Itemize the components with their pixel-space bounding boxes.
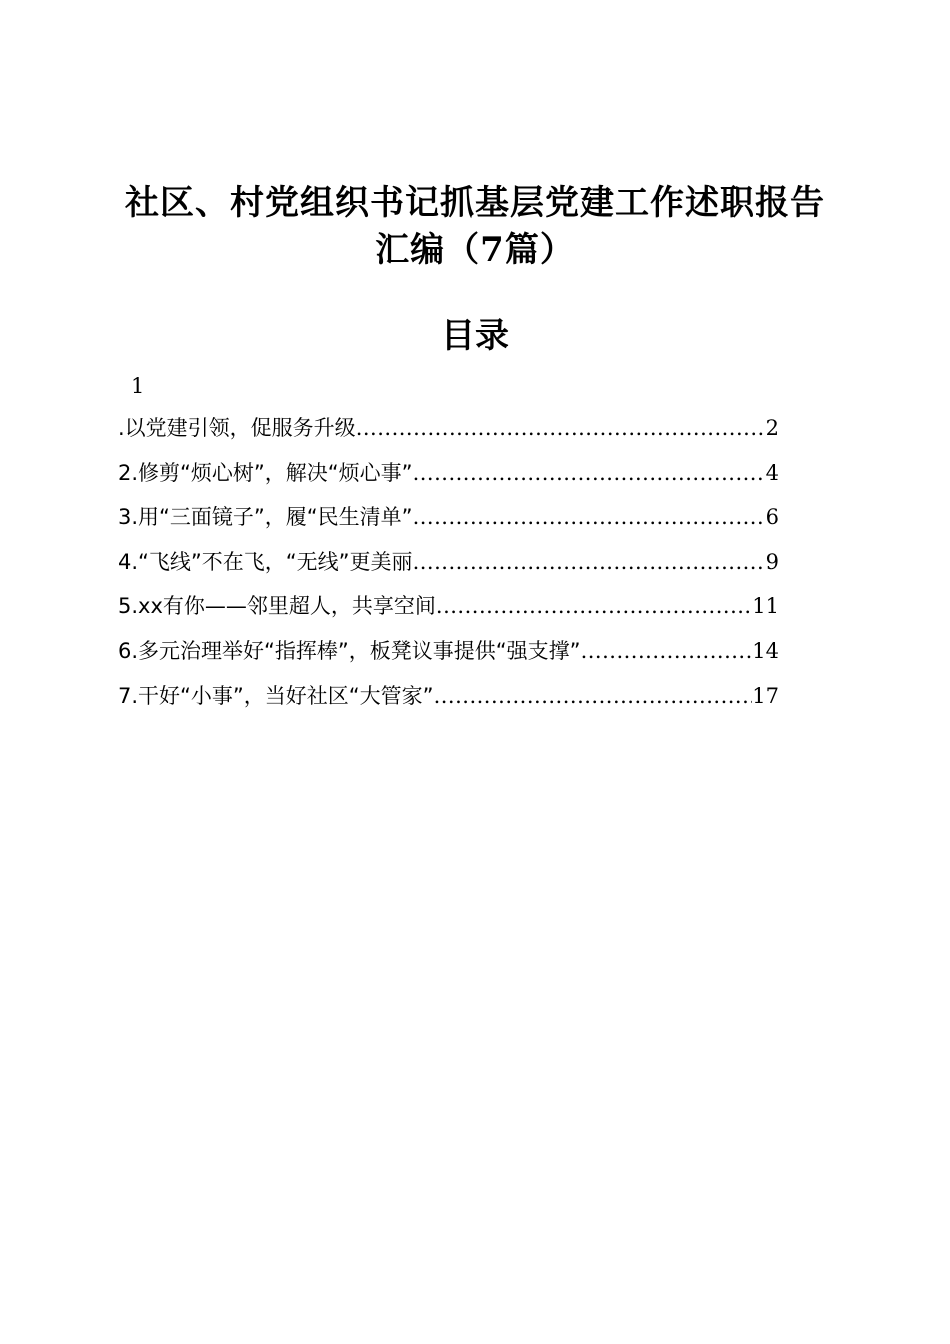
toc-entry-page-number: 9 xyxy=(765,549,779,574)
table-of-contents xyxy=(118,412,779,724)
toc-entry-title: 4.“飞线”不在飞，“无线”更美丽 xyxy=(118,549,413,574)
toc-dot-leader xyxy=(436,590,752,622)
toc-entry-page-number: 4 xyxy=(765,460,779,485)
toc-entry-title: 6.多元治理举好“指挥棒”，板凳议事提供“强支撑” xyxy=(118,638,581,663)
toc-entry[interactable] xyxy=(118,546,779,591)
toc-entry-number-fragment: 1 xyxy=(131,374,145,398)
toc-heading: 目录 xyxy=(441,316,509,356)
toc-entry-page-number: 14 xyxy=(752,638,779,663)
toc-dot-leader xyxy=(413,457,766,489)
toc-entry[interactable] xyxy=(118,501,779,546)
toc-dot-leader xyxy=(413,546,766,578)
toc-entry-page-number: 17 xyxy=(752,683,779,708)
toc-entry-title: 5.xx有你——邻里超人，共享空间 xyxy=(118,594,436,619)
toc-entry-title: .以党建引领，促服务升级 xyxy=(118,416,356,440)
toc-entry-page-number: 11 xyxy=(752,594,779,619)
toc-dot-leader xyxy=(581,635,753,667)
toc-dot-leader xyxy=(434,680,753,712)
toc-entry[interactable] xyxy=(118,635,779,680)
toc-dot-leader xyxy=(356,412,766,444)
toc-dot-leader xyxy=(413,501,766,533)
toc-entry[interactable] xyxy=(118,412,779,457)
toc-entry[interactable] xyxy=(118,457,779,502)
document-title-line2: 汇编（7篇） xyxy=(375,230,575,270)
toc-entry-page-number: 6 xyxy=(765,505,779,530)
toc-entry-title: 7.干好“小事”，当好社区“大管家” xyxy=(118,683,434,708)
document-title-line1: 社区、村党组织书记抓基层党建工作述职报告 xyxy=(125,183,825,223)
toc-entry[interactable] xyxy=(118,590,779,635)
toc-entry[interactable] xyxy=(118,680,779,725)
toc-entry-title: 2.修剪“烦心树”，解决“烦心事” xyxy=(118,460,413,485)
toc-entry-page-number: 2 xyxy=(765,416,779,440)
toc-entry-title: 3.用“三面镜子”，履“民生清单” xyxy=(118,505,413,530)
